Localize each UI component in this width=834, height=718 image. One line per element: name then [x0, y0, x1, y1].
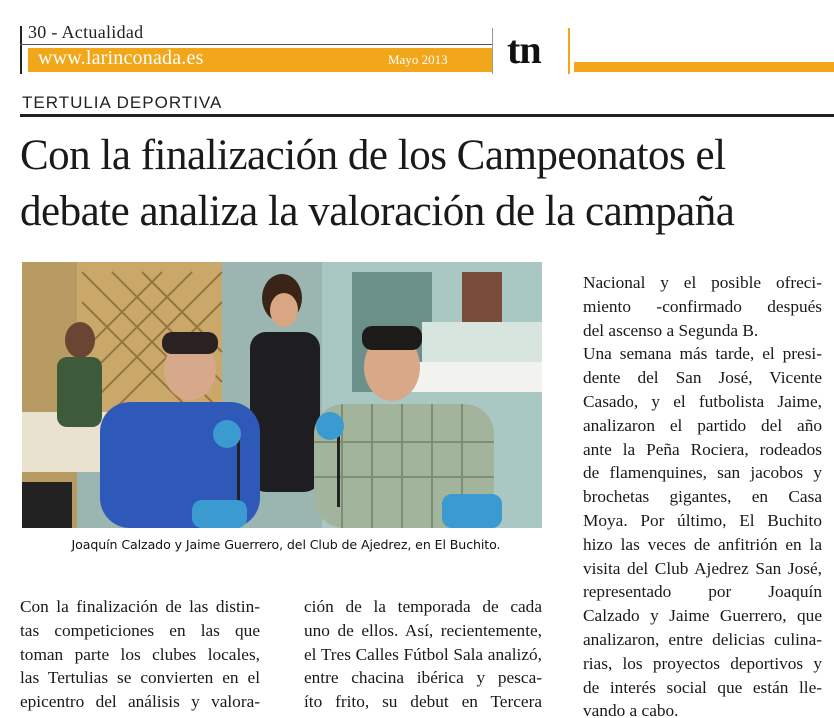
column1-line: toman parte los clubes locales, — [20, 644, 260, 664]
column3-line: Casado, y el futbolista Jaime, — [583, 391, 822, 411]
site-url[interactable]: www.larinconada.es — [38, 47, 204, 69]
column3-line: de flamenquines, san jacobos y — [583, 463, 822, 483]
section-label: TERTULIA DEPORTIVA — [22, 93, 223, 112]
publication-logo: tn — [507, 27, 541, 72]
photo-caption: Joaquín Calzado y Jaime Guerrero, del Club de Ajedrez, en El Buchito. — [71, 537, 501, 552]
column3-line: Moya. Por último, El Buchito — [583, 510, 822, 530]
column3-line: Una semana más tarde, el presi- — [583, 344, 822, 364]
column3-line: analizaron, entre delicias culina- — [583, 629, 822, 649]
column3-line: hizo las veces de anfitrión en la — [583, 534, 822, 554]
column3-line: analizaron el partido del año — [583, 415, 822, 435]
header-right-bar — [574, 62, 834, 72]
photo-illustration — [22, 262, 542, 528]
column2-line: entre chacina ibérica y pesca- — [304, 668, 542, 688]
header-left-rule — [20, 26, 22, 74]
page-label: 30 - Actualidad — [28, 22, 144, 42]
column2-line: uno de ellos. Así, recientemente, — [304, 620, 542, 640]
column3-line: visita del Club Ajedrez San José, — [583, 558, 822, 578]
column1-line: tas competiciones en las que — [20, 620, 260, 640]
column1-line: las Tertulias se convierten en el — [20, 668, 260, 688]
column3-line: miento -confirmado después — [583, 296, 822, 316]
column3-line: Nacional y el posible ofreci- — [583, 273, 822, 292]
column2-line: íto frito, su debut en Tercera — [304, 692, 542, 712]
article-column-2 — [304, 595, 542, 714]
headline — [20, 128, 820, 240]
column3-line: de interés social que están lle- — [583, 677, 822, 697]
headline-line-1: Con la finalización de los Campeonatos el — [20, 132, 726, 179]
article-column-1 — [20, 595, 260, 714]
article-column-3 — [583, 271, 822, 718]
column3-line: Calzado y Jaime Guerrero, que — [583, 606, 822, 626]
column3-line: brochetas gigantes, en Casa — [583, 487, 822, 507]
column2-line: el Tres Calles Fútbol Sala analizó, — [304, 644, 542, 664]
header-top-rule — [20, 44, 492, 45]
column3-line: representado por Joaquín — [583, 582, 822, 602]
column3-line: dente del San José, Vicente — [583, 368, 822, 388]
column3-line: ante la Peña Rociera, rodeados — [583, 439, 822, 459]
column3-line: vando a cabo. — [583, 701, 679, 718]
headline-line-2: debate analiza la valoración de la campaña — [20, 188, 735, 235]
column3-line: del ascenso a Segunda B. — [583, 320, 759, 340]
issue-date: Mayo 2013 — [388, 52, 448, 67]
column1-line: Con la finalización de las distin- — [20, 597, 260, 616]
column3-line: rias, los proyectos deportivos y — [583, 653, 822, 673]
column1-line: epicentro del análisis y valora- — [20, 692, 260, 712]
article-photo — [22, 262, 542, 528]
column2-line: ción de la temporada de cada — [304, 597, 542, 616]
